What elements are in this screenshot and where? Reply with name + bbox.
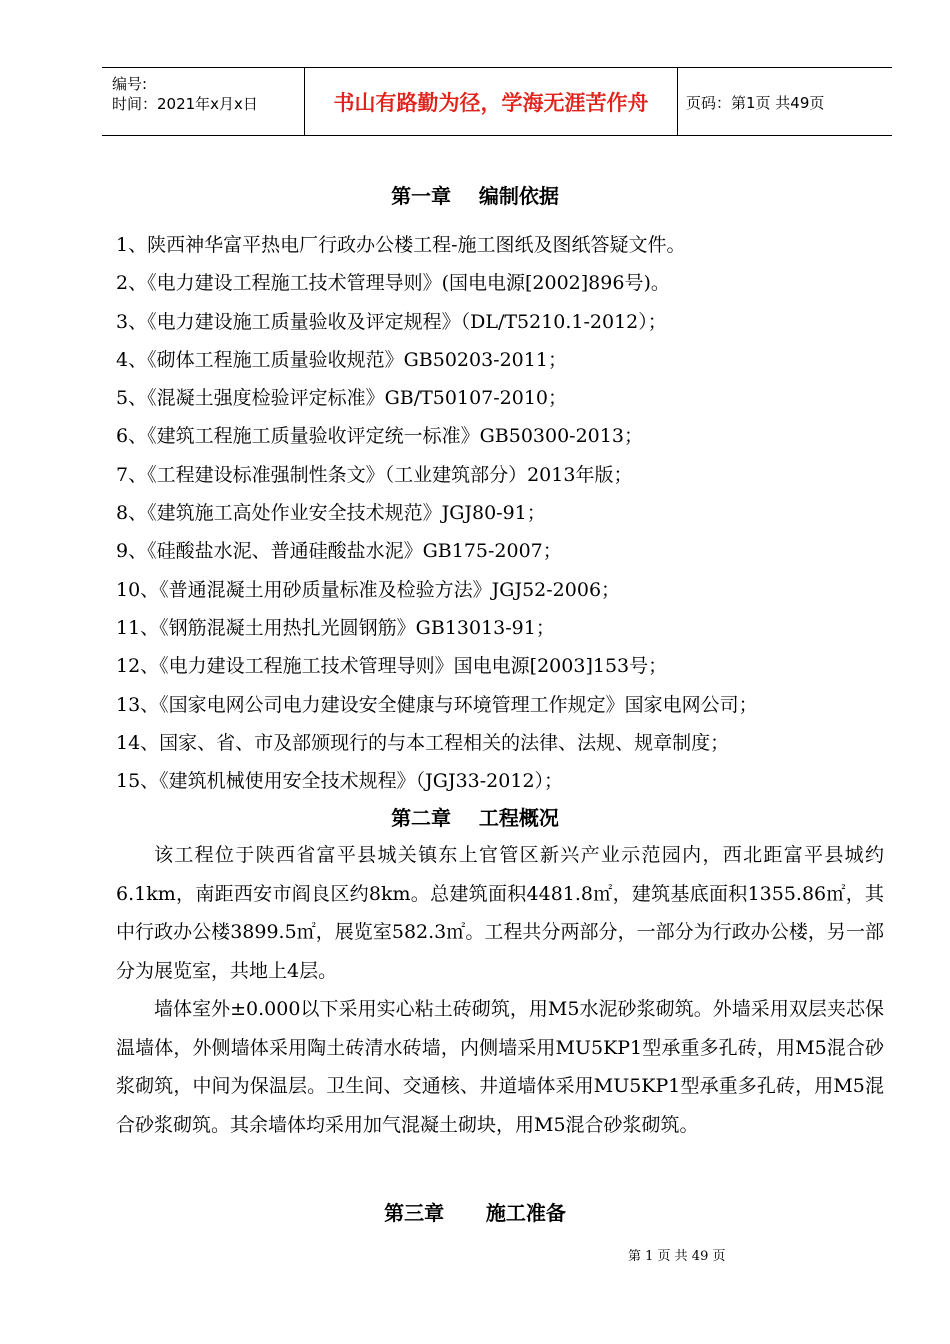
header-page-number: 页码：第1页 共49页 [686,93,825,112]
page-header [102,67,892,136]
list-item: 10、《普通混凝土用砂质量标准及检验方法》JGJ52-2006； [116,578,621,601]
list-item: 1、陕西神华富平热电厂行政办公楼工程-施工图纸及图纸答疑文件。 [116,234,686,256]
list-item: 4、《砌体工程施工质量验收规范》GB50203-2011； [116,348,567,371]
list-item: 8、《建筑施工高处作业安全技术规范》JGJ80-91； [116,502,546,525]
list-item: 7、《工程建设标准强制性条文》（工业建筑部分）2013年版； [116,463,633,486]
header-divider [677,68,678,136]
document-date-label: 时间：2021年x月x日 [112,95,258,113]
list-item: 14、国家、省、市及部颁现行的与本工程相关的法律、法规、规章制度； [116,731,730,754]
chapter-2-title: 第二章 工程概况 [391,806,559,830]
overview-paragraph: 墙体室外±0.000以下采用实心粘土砖砌筑，用M5水泥砂浆砌筑。外墙采用双层夹芯保温墙体，外侧墙体采用陶土砖清水砖墙，内侧墙采用MU5KP1型承重多孔砖，用M5混合砂浆砌筑，中间为保温层。卫生间、交通核、井道墙体采用MU5KP1型承重多孔砖，用M5混合砂浆砌筑。其余墙体均采用加气混凝土砌块，用M5混合砂浆砌筑。 [116,998,884,1136]
chapter-1-title: 第一章 编制依据 [391,184,559,208]
list-item: 11、《钢筋混凝土用热扎光圆钢筋》GB13013-91； [116,616,555,639]
overview-paragraph: 该工程位于陕西省富平县城关镇东上官管区新兴产业示范园内，西北距富平县城约6.1km，南距西安市阎良区约8km。总建筑面积4481.8㎡，建筑基底面积1355.86㎡，其中行政办公楼3899.5㎡，展览室582.3㎡。工程共分两部分，一部分为行政办公楼，另一部分为展览室，共地上4层。 [116,844,884,982]
list-item: 15、《建筑机械使用安全技术规程》（JGJ33-2012）； [116,770,564,793]
page-footer: 第 1 页 共 49 页 [628,1249,726,1264]
reference-list [116,230,758,804]
header-meta [112,74,258,114]
document-number-label: 编号: [112,75,148,93]
list-item: 5、《混凝土强度检验评定标准》GB/T50107-2010； [116,387,568,410]
list-item: 13、《国家电网公司电力建设安全健康与环境管理工作规定》国家电网公司； [116,693,758,716]
list-item: 6、《建筑工程施工质量验收评定统一标准》GB50300-2013； [116,425,643,448]
list-item: 9、《硅酸盐水泥、普通硅酸盐水泥》GB175-2007； [116,540,562,563]
header-motto: 书山有路勤为径，学海无涯苦作舟 [333,91,649,115]
list-item: 12、《电力建设工程施工技术管理导则》国电电源[2003]153号； [116,655,668,678]
chapter-3-title: 第三章 施工准备 [384,1201,566,1225]
list-item: 3、《电力建设施工质量验收及评定规程》（DL/T5210.1-2012）； [116,310,667,333]
list-item: 2、《电力建设工程施工技术管理导则》(国电电源[2002]896号)。 [116,272,670,295]
